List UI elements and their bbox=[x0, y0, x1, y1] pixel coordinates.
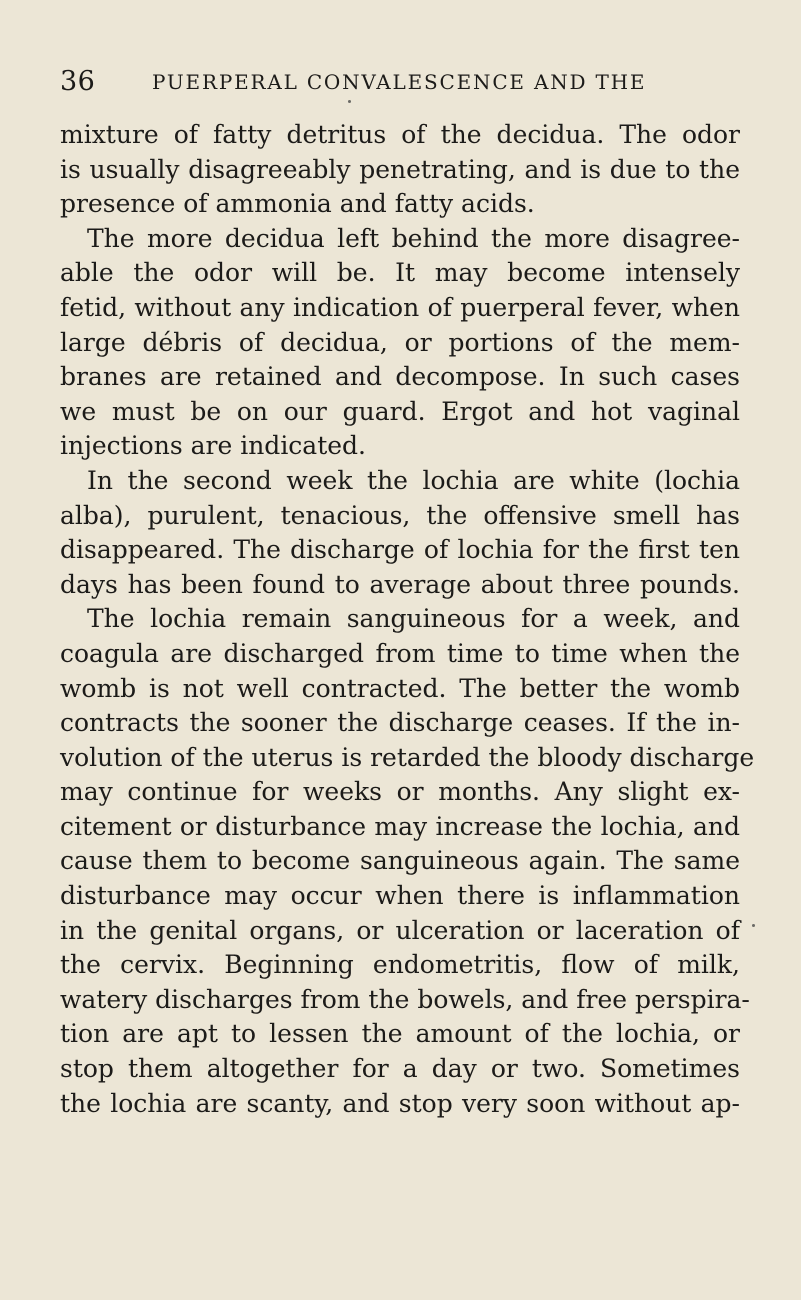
text-line: in the genital organs, or ulceration or laceration of bbox=[60, 915, 740, 945]
text-line: we must be on our guard. Ergot and hot vaginal bbox=[60, 396, 740, 426]
text-line: disappeared. The discharge of lochia for the first ten bbox=[60, 535, 740, 565]
text-line: injections are indicated. bbox=[60, 431, 367, 461]
page-number: 36 bbox=[60, 66, 96, 97]
text-line: tion are apt to lessen the amount of the lochia, or bbox=[60, 1019, 740, 1049]
text-line: volution of the uterus is retarded the bloody discharge bbox=[60, 742, 755, 772]
text-line: the lochia are scanty, and stop very soon without ap- bbox=[60, 1088, 740, 1118]
text-line: may continue for weeks or months. Any slight ex- bbox=[60, 777, 740, 807]
text-line: alba), purulent, tenacious, the offensive smell has bbox=[60, 500, 740, 530]
text-line: branes are retained and decompose. In such cases bbox=[60, 362, 740, 392]
text-line: days has been found to average about three pounds. bbox=[60, 569, 740, 599]
text-line: womb is not well contracted. The better the womb bbox=[60, 673, 740, 703]
text-line: fetid, without any indication of puerperal fever, when bbox=[60, 292, 740, 322]
running-head bbox=[60, 62, 740, 102]
text-line: large débris of decidua, or portions of the mem- bbox=[60, 327, 740, 357]
print-speck bbox=[752, 924, 755, 927]
text-line: disturbance may occur when there is inflammation bbox=[60, 881, 740, 911]
text-line: stop them altogether for a day or two. Sometimes bbox=[60, 1054, 740, 1084]
text-line: In the second week the lochia are white (lochia bbox=[87, 465, 740, 495]
text-line: presence of ammonia and fatty acids. bbox=[60, 189, 535, 219]
text-line: The lochia remain sanguineous for a week, and bbox=[87, 604, 740, 634]
text-line: The more decidua left behind the more disagree- bbox=[87, 223, 740, 253]
text-line: cause them to become sanguineous again. The same bbox=[60, 846, 740, 876]
body-text bbox=[60, 118, 755, 1121]
text-line: the cervix. Beginning endometritis, flow of milk, bbox=[60, 950, 740, 980]
running-title: PUERPERAL CONVALESCENCE AND THE bbox=[152, 70, 647, 94]
text-line: coagula are discharged from time to time when the bbox=[60, 638, 740, 668]
text-line: watery discharges from the bowels, and free perspira- bbox=[60, 984, 750, 1014]
text-line: mixture of fatty detritus of the decidua. The odor bbox=[60, 120, 740, 149]
print-speck bbox=[348, 100, 351, 103]
text-line: able the odor will be. It may become intensely bbox=[60, 258, 740, 288]
text-line: citement or disturbance may increase the lochia, and bbox=[60, 811, 740, 841]
text-line: contracts the sooner the discharge ceases. If the in- bbox=[60, 708, 740, 738]
text-line: is usually disagreeably penetrating, and is due to the bbox=[60, 154, 740, 184]
